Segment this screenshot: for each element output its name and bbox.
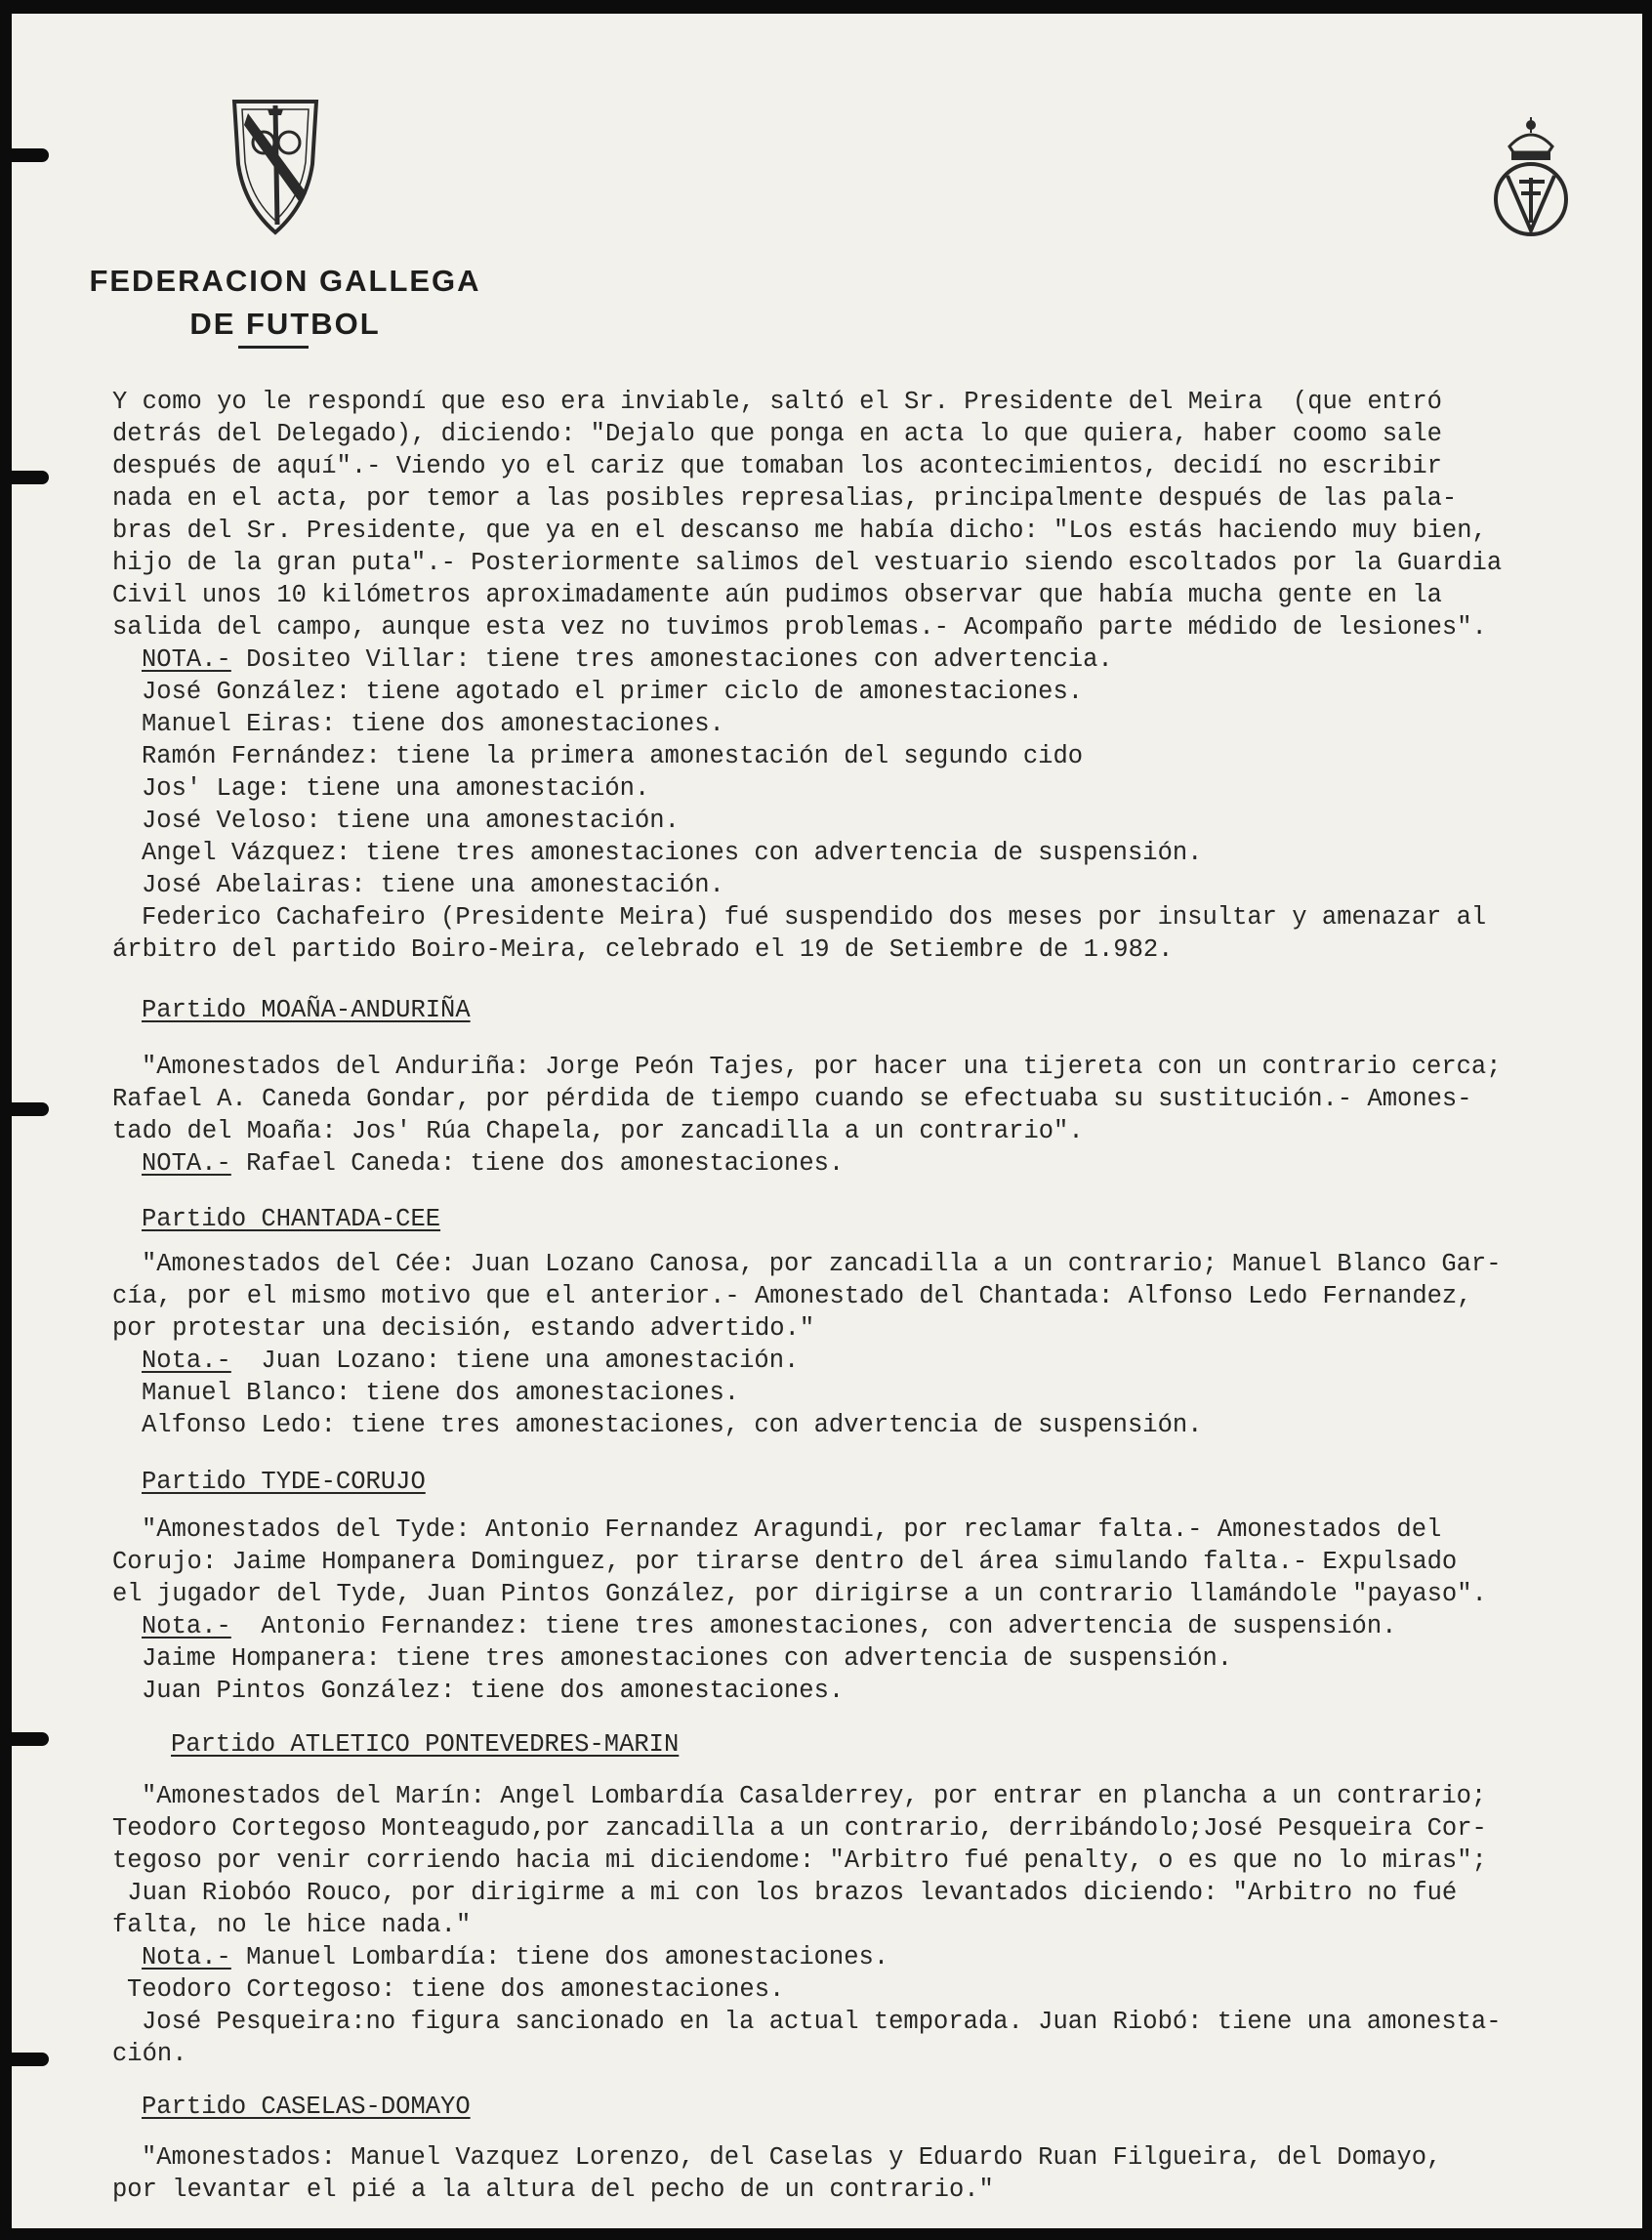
nota-label: Nota.- (142, 1612, 231, 1640)
organization-name-line2: DE FUTBOL (189, 307, 381, 341)
nota-line: Angel Vázquez: tiene tres amonestaciones con advertencia de suspensión. (142, 839, 1203, 867)
header-underline (238, 346, 309, 349)
section-title: Partido MOAÑA-ANDURIÑA (142, 996, 471, 1024)
nota-text: Rafael Caneda: tiene dos amonestaciones. (230, 1149, 845, 1178)
text-line: Civil unos 10 kilómetros aproximadamente aún pudimos observar que había mucha gente en la (112, 581, 1442, 609)
organization-name (82, 260, 488, 346)
nota-label: Nota.- (142, 1347, 231, 1375)
nota-line: Alfonso Ledo: tiene tres amonestaciones, con advertencia de suspensión. (142, 1411, 1203, 1439)
text-line: "Amonestados del Cée: Juan Lozano Canosa, por zancadilla a un contrario; Manuel Blanco Gar- (142, 1250, 1502, 1278)
nota-line (142, 644, 1113, 676)
nota-line: Manuel Blanco: tiene dos amonestaciones. (142, 1379, 740, 1407)
text-line: salida del campo, aunque esta vez no tuvimos problemas.- Acompaño parte médido de lesiones". (112, 613, 1487, 642)
nota-line: Teodoro Cortegoso: tiene dos amonestaciones. (127, 1975, 785, 2004)
text-line: Corujo: Jaime Hompanera Dominguez, por tirarse dentro del área simulando falta.- Expulsado (112, 1548, 1458, 1576)
text-line: Rafael A. Caneda Gondar, por pérdida de tiempo cuando se efectuaba su sustitución.- Amones- (112, 1085, 1472, 1113)
nota-line: árbitro del partido Boiro-Meira, celebrado el 19 de Setiembre de 1.982. (112, 935, 1174, 964)
text-line: Y como yo le respondí que eso era inviable, saltó el Sr. Presidente del Meira (que entró (112, 388, 1442, 416)
text-line: Teodoro Cortegoso Monteagudo,por zancadilla a un contrario, derribándolo;José Pesqueira Cor- (112, 1814, 1487, 1843)
text-line: por protestar una decisión, estando advertido." (112, 1314, 815, 1343)
nota-line (142, 1611, 1396, 1642)
nota-line: Juan Pintos González: tiene dos amonestaciones. (142, 1677, 845, 1705)
binder-hole (12, 1732, 49, 1746)
text-line: tado del Moaña: Jos' Rúa Chapela, por zancadilla a un contrario". (112, 1117, 1084, 1145)
binder-hole (12, 471, 49, 484)
organization-name-line1: FEDERACION GALLEGA (89, 264, 481, 298)
text-line: después de aquí".- Viendo yo el cariz que tomaban los acontecimientos, decidí no escribir (112, 452, 1442, 480)
nota-line: José Veloso: tiene una amonestación. (142, 807, 680, 835)
nota-label: NOTA.- (142, 1149, 231, 1178)
text-line: tegoso por venir corriendo hacia mi diciendome: "Arbitro fué penalty, o es que no lo miras"; (112, 1846, 1487, 1875)
binder-hole (12, 148, 49, 162)
nota-text: Dositeo Villar: tiene tres amonestaciones con advertencia. (230, 645, 1113, 674)
nota-line: José Abelairas: tiene una amonestación. (142, 871, 724, 899)
nota-text: Manuel Lombardía: tiene dos amonestaciones. (230, 1943, 889, 1971)
nota-line: Manuel Eiras: tiene dos amonestaciones. (142, 710, 724, 738)
nota-line: ción. (112, 2040, 187, 2068)
text-line: el jugador del Tyde, Juan Pintos González, por dirigirse a un contrario llamándole "payaso". (112, 1580, 1487, 1608)
text-line: por levantar el pié a la altura del pecho de un contrario." (112, 2176, 994, 2204)
nota-label: Nota.- (142, 1943, 231, 1971)
rfef-crest-icon (1488, 113, 1574, 246)
binder-hole (12, 1102, 49, 1116)
nota-text: Antonio Fernandez: tiene tres amonestaciones, con advertencia de suspensión. (230, 1612, 1397, 1640)
nota-line (142, 1148, 844, 1180)
section-title: Partido TYDE-CORUJO (142, 1468, 426, 1496)
text-line: falta, no le hice nada." (112, 1911, 472, 1939)
federation-shield-icon (228, 96, 322, 238)
text-line: hijo de la gran puta".- Posteriormente salimos del vestuario siendo escoltados por la Guardia (112, 549, 1503, 577)
nota-label: NOTA.- (142, 645, 231, 674)
text-line: detrás del Delegado), diciendo: "Dejalo que ponga en acta lo que quiera, haber coomo sale (112, 420, 1442, 448)
section-title: Partido CASELAS-DOMAYO (142, 2093, 471, 2121)
nota-line: Federico Cachafeiro (Presidente Meira) fué suspendido dos meses por insultar y amenazar al (142, 903, 1487, 932)
text-line: "Amonestados: Manuel Vazquez Lorenzo, del Caselas y Eduardo Ruan Filgueira, del Domayo, (142, 2143, 1442, 2172)
text-line: "Amonestados del Anduriña: Jorge Peón Tajes, por hacer una tijereta con un contrario cerca; (142, 1053, 1502, 1081)
section-title: Partido ATLETICO PONTEVEDRES-MARIN (171, 1730, 680, 1759)
document-page (12, 14, 1642, 2228)
nota-line (142, 1942, 888, 1973)
binder-hole (12, 2053, 49, 2066)
nota-text: Juan Lozano: tiene una amonestación. (230, 1347, 800, 1375)
section-title: Partido CHANTADA-CEE (142, 1205, 441, 1233)
text-line: "Amonestados del Tyde: Antonio Fernandez Aragundi, por reclamar falta.- Amonestados del (142, 1515, 1442, 1544)
nota-line: Jos' Lage: tiene una amonestación. (142, 774, 650, 803)
text-line: nada en el acta, por temor a las posibles represalias, principalmente después de las pala- (112, 484, 1458, 513)
nota-line: Jaime Hompanera: tiene tres amonestaciones con advertencia de suspensión. (142, 1644, 1233, 1673)
nota-line: José Pesqueira:no figura sancionado en la actual temporada. Juan Riobó: tiene una amonesta- (142, 2008, 1502, 2036)
nota-line (142, 1346, 799, 1377)
text-line: "Amonestados del Marín: Angel Lombardía Casalderrey, por entrar en plancha a un contrario; (142, 1782, 1487, 1810)
nota-line: José González: tiene agotado el primer ciclo de amonestaciones. (142, 678, 1084, 706)
text-line: bras del Sr. Presidente, que ya en el descanso me había dicho: "Los estás haciendo muy bien, (112, 517, 1487, 545)
text-line: Juan Riobóo Rouco, por dirigirme a mi con los brazos levantados diciendo: "Arbitro no fué (112, 1879, 1458, 1907)
text-line: cía, por el mismo motivo que el anterior.- Amonestado del Chantada: Alfonso Ledo Fernandez, (112, 1282, 1472, 1310)
nota-line: Ramón Fernández: tiene la primera amonestación del segundo cido (142, 742, 1084, 770)
